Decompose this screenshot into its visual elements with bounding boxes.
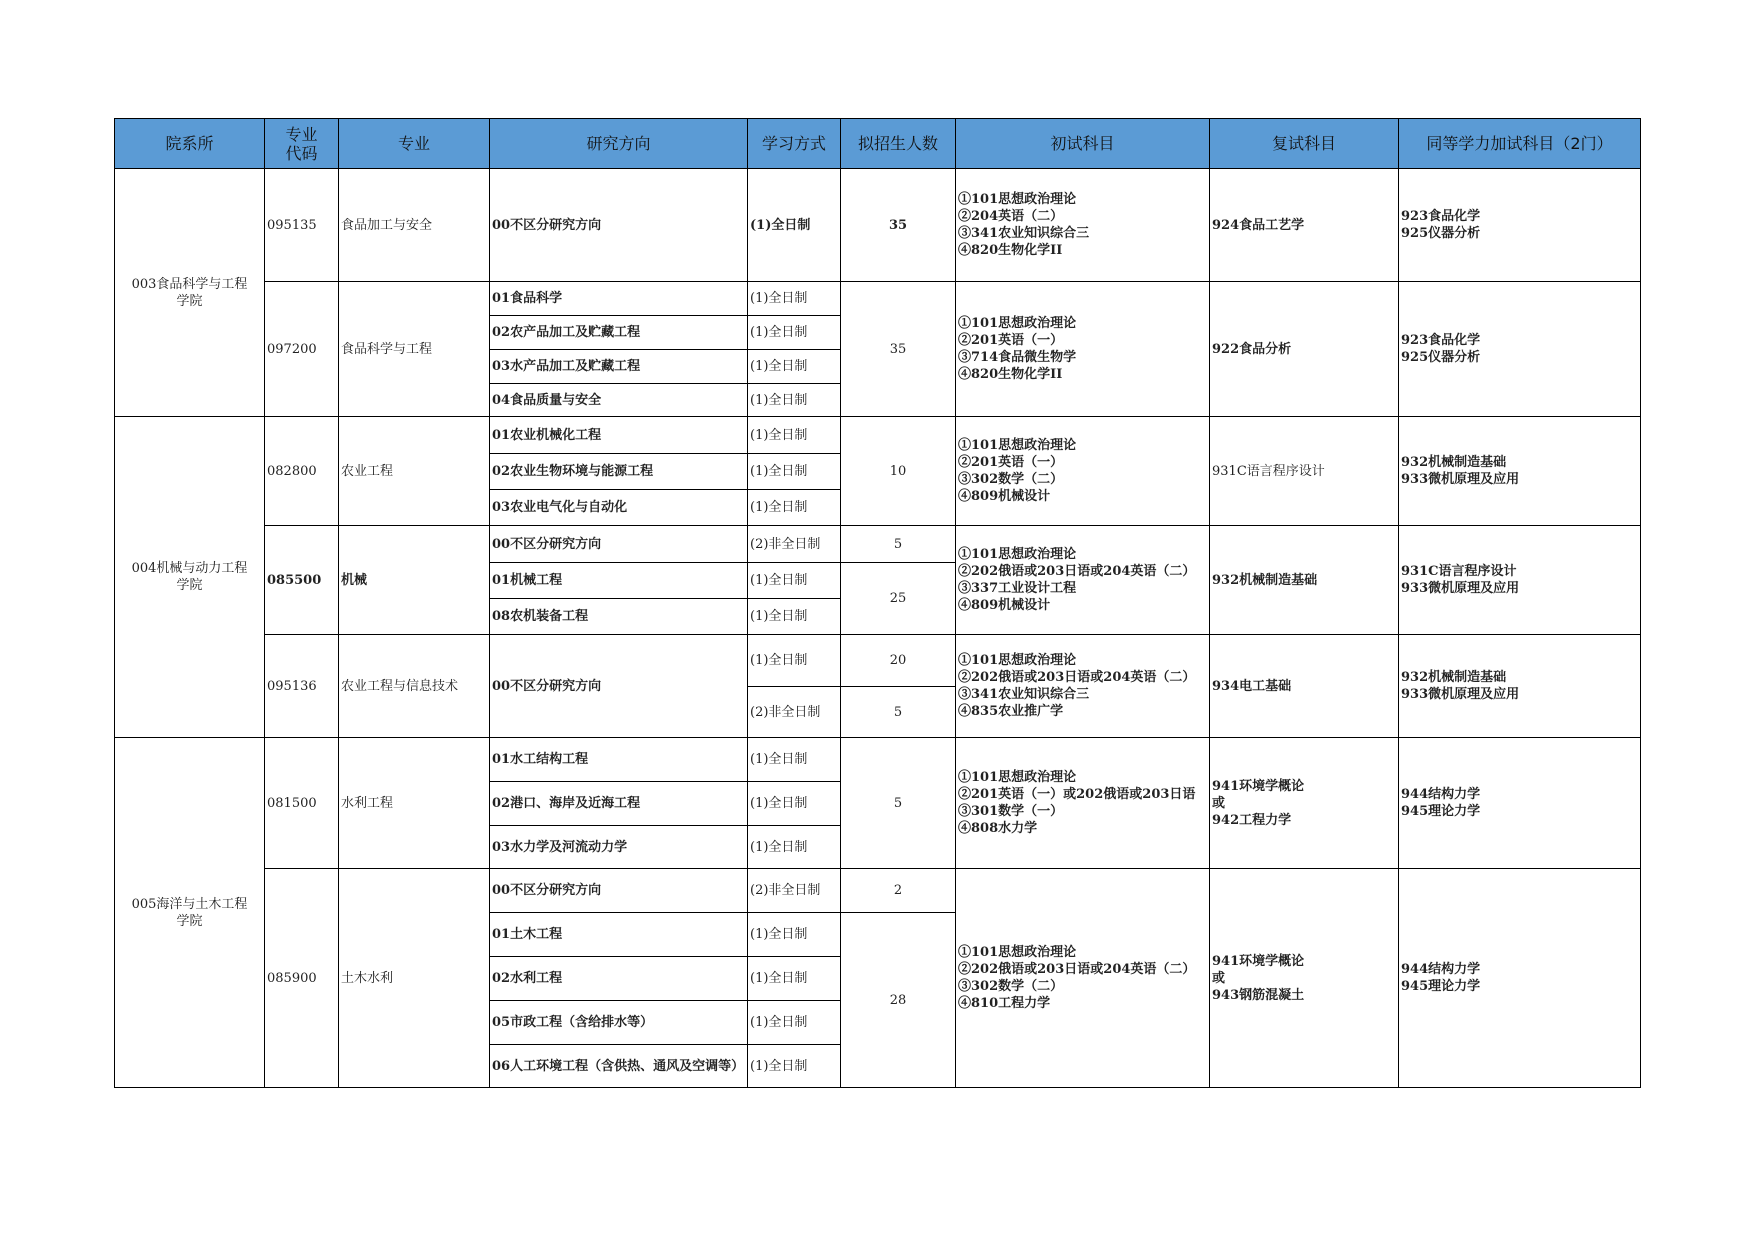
- quota-cell: 20: [841, 635, 956, 687]
- exam-cell: ①101思想政治理论 ②202俄语或203日语或204英语（二） ③337工业设计工程 ④809机械设计: [956, 526, 1210, 635]
- exam-cell: ①101思想政治理论 ②204英语（二） ③341农业知识综合三 ④820生物化学II: [956, 169, 1210, 282]
- direction-cell: 03水力学及河流动力学: [490, 826, 748, 869]
- mode-cell: (1)全日制: [748, 490, 841, 526]
- major-cell: 土木水利: [339, 869, 490, 1088]
- mode-cell: (1)全日制: [748, 282, 841, 316]
- direction-cell: 02水利工程: [490, 957, 748, 1001]
- mode-cell: (1)全日制: [748, 913, 841, 957]
- extra-cell: 923食品化学 925仪器分析: [1399, 169, 1641, 282]
- mode-cell: (1)全日制: [748, 957, 841, 1001]
- header-dept: 院系所: [115, 119, 265, 169]
- major-cell: 食品科学与工程: [339, 282, 490, 417]
- exam-cell: ①101思想政治理论 ②202俄语或203日语或204英语（二） ③341农业知识综合三 ④835农业推广学: [956, 635, 1210, 738]
- extra-cell: 932机械制造基础 933微机原理及应用: [1399, 635, 1641, 738]
- direction-cell: 01土木工程: [490, 913, 748, 957]
- quota-cell: 5: [841, 687, 956, 738]
- table-row: [115, 169, 1641, 282]
- quota-cell: 25: [841, 563, 956, 635]
- direction-cell: 00不区分研究方向: [490, 169, 748, 282]
- mode-cell: (1)全日制: [748, 738, 841, 782]
- retest-cell: 932机械制造基础: [1210, 526, 1399, 635]
- direction-cell: 05市政工程（含给排水等）: [490, 1001, 748, 1045]
- dept-cell: 003食品科学与工程 学院: [115, 169, 265, 417]
- mode-cell: (2)非全日制: [748, 526, 841, 563]
- quota-cell: 28: [841, 913, 956, 1088]
- exam-cell: ①101思想政治理论 ②201英语（一） ③302数学（二） ④809机械设计: [956, 417, 1210, 526]
- retest-cell: 941环境学概论 或 943钢筋混凝土: [1210, 869, 1399, 1088]
- direction-cell: 01机械工程: [490, 563, 748, 599]
- code-cell: 095135: [265, 169, 339, 282]
- code-cell: 081500: [265, 738, 339, 869]
- mode-cell: (1)全日制: [748, 417, 841, 454]
- table-row: [115, 417, 1641, 454]
- header-mode: 学习方式: [748, 119, 841, 169]
- mode-cell: (1)全日制: [748, 169, 841, 282]
- mode-cell: (1)全日制: [748, 1045, 841, 1088]
- retest-cell: 934电工基础: [1210, 635, 1399, 738]
- header-direction: 研究方向: [490, 119, 748, 169]
- retest-cell: 924食品工艺学: [1210, 169, 1399, 282]
- header-exam: 初试科目: [956, 119, 1210, 169]
- code-cell: 095136: [265, 635, 339, 738]
- direction-cell: 01农业机械化工程: [490, 417, 748, 454]
- extra-cell: 944结构力学 945理论力学: [1399, 869, 1641, 1088]
- code-cell: 085900: [265, 869, 339, 1088]
- table-row: [115, 635, 1641, 687]
- extra-cell: 923食品化学 925仪器分析: [1399, 282, 1641, 417]
- mode-cell: (1)全日制: [748, 350, 841, 384]
- major-cell: 食品加工与安全: [339, 169, 490, 282]
- direction-cell: 00不区分研究方向: [490, 526, 748, 563]
- direction-cell: 03农业电气化与自动化: [490, 490, 748, 526]
- mode-cell: (1)全日制: [748, 635, 841, 687]
- direction-cell: 02港口、海岸及近海工程: [490, 782, 748, 826]
- retest-cell: 931C语言程序设计: [1210, 417, 1399, 526]
- direction-cell: 00不区分研究方向: [490, 869, 748, 913]
- quota-cell: 5: [841, 738, 956, 869]
- code-cell: 097200: [265, 282, 339, 417]
- direction-cell: 03水产品加工及贮藏工程: [490, 350, 748, 384]
- major-cell: 农业工程: [339, 417, 490, 526]
- header-code: 专业 代码: [265, 119, 339, 169]
- dept-cell: 004机械与动力工程 学院: [115, 417, 265, 738]
- direction-cell: 02农业生物环境与能源工程: [490, 454, 748, 490]
- extra-cell: 932机械制造基础 933微机原理及应用: [1399, 417, 1641, 526]
- mode-cell: (2)非全日制: [748, 869, 841, 913]
- table-row: [115, 282, 1641, 316]
- mode-cell: (1)全日制: [748, 384, 841, 417]
- table-row: [115, 869, 1641, 913]
- quota-cell: 35: [841, 282, 956, 417]
- table-row: [115, 526, 1641, 563]
- quota-cell: 35: [841, 169, 956, 282]
- admissions-table: [114, 118, 1641, 1088]
- quota-cell: 5: [841, 526, 956, 563]
- direction-cell: 00不区分研究方向: [490, 635, 748, 738]
- mode-cell: (1)全日制: [748, 563, 841, 599]
- table-row: [115, 738, 1641, 782]
- header-major: 专业: [339, 119, 490, 169]
- mode-cell: (1)全日制: [748, 782, 841, 826]
- mode-cell: (1)全日制: [748, 316, 841, 350]
- dept-cell: 005海洋与土木工程 学院: [115, 738, 265, 1088]
- header-extra: 同等学力加试科目（2门）: [1399, 119, 1641, 169]
- code-cell: 085500: [265, 526, 339, 635]
- code-cell: 082800: [265, 417, 339, 526]
- header-quota: 拟招生人数: [841, 119, 956, 169]
- exam-cell: ①101思想政治理论 ②201英语（一）或202俄语或203日语 ③301数学（一） ④808水力学: [956, 738, 1210, 869]
- direction-cell: 06人工环境工程（含供热、通风及空调等）: [490, 1045, 748, 1088]
- direction-cell: 08农机装备工程: [490, 599, 748, 635]
- retest-cell: 922食品分析: [1210, 282, 1399, 417]
- mode-cell: (1)全日制: [748, 599, 841, 635]
- header-retest: 复试科目: [1210, 119, 1399, 169]
- extra-cell: 944结构力学 945理论力学: [1399, 738, 1641, 869]
- header-row: [115, 119, 1641, 169]
- direction-cell: 04食品质量与安全: [490, 384, 748, 417]
- major-cell: 机械: [339, 526, 490, 635]
- direction-cell: 01食品科学: [490, 282, 748, 316]
- direction-cell: 02农产品加工及贮藏工程: [490, 316, 748, 350]
- direction-cell: 01水工结构工程: [490, 738, 748, 782]
- mode-cell: (1)全日制: [748, 1001, 841, 1045]
- exam-cell: ①101思想政治理论 ②202俄语或203日语或204英语（二） ③302数学（二） ④810工程力学: [956, 869, 1210, 1088]
- quota-cell: 2: [841, 869, 956, 913]
- retest-cell: 941环境学概论 或 942工程力学: [1210, 738, 1399, 869]
- extra-cell: 931C语言程序设计 933微机原理及应用: [1399, 526, 1641, 635]
- mode-cell: (1)全日制: [748, 454, 841, 490]
- quota-cell: 10: [841, 417, 956, 526]
- mode-cell: (1)全日制: [748, 826, 841, 869]
- major-cell: 水利工程: [339, 738, 490, 869]
- exam-cell: ①101思想政治理论 ②201英语（一） ③714食品微生物学 ④820生物化学II: [956, 282, 1210, 417]
- major-cell: 农业工程与信息技术: [339, 635, 490, 738]
- mode-cell: (2)非全日制: [748, 687, 841, 738]
